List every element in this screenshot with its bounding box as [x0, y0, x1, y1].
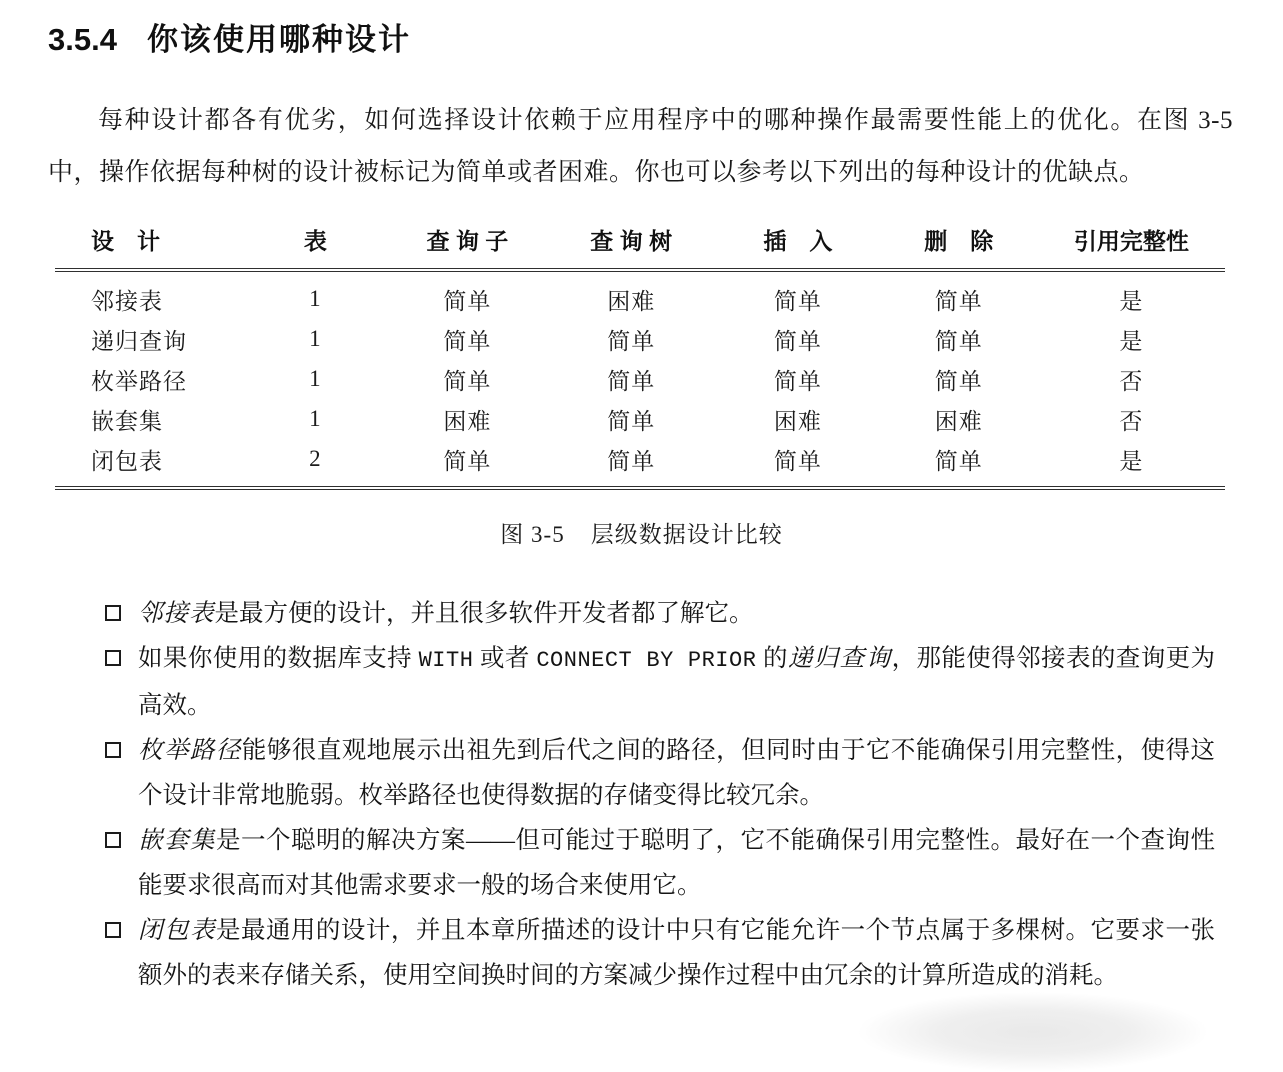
body-text: 的	[756, 645, 788, 672]
bullet-square-icon	[105, 742, 121, 758]
section-number: 3.5.4	[48, 22, 117, 57]
table-cell: 简单	[934, 368, 983, 394]
table-cell: 简单	[607, 368, 656, 394]
table-cell: 否	[1119, 408, 1144, 434]
table-row	[55, 439, 1225, 488]
bullet-square-icon	[105, 832, 121, 848]
design-notes-list	[105, 591, 1215, 998]
body-text: 是一个聪明的解决方案——但可能过于聪明了，它不能确保引用完整性。最好在一个查询性能要求很高而对其他需求要求一般的场合来使用它。	[138, 827, 1215, 899]
figure-title: 层级数据设计比较	[590, 522, 783, 547]
table-cell: 困难	[773, 408, 822, 434]
list-item	[105, 728, 1215, 818]
design-term: 闭包表	[138, 917, 216, 944]
table-header-cell: 引用完整性	[1038, 223, 1225, 270]
design-term: 嵌套集	[138, 827, 216, 854]
table-row	[55, 319, 1225, 359]
figure-caption	[0, 516, 1283, 549]
design-name-cell: 邻接表	[91, 288, 163, 314]
bullet-square-icon	[105, 605, 121, 621]
design-name-cell: 枚举路径	[91, 368, 187, 394]
body-text: 能够很直观地展示出祖先到后代之间的路径，但同时由于它不能确保引用完整性，使得这个设计非常地脆弱。枚举路径也使得数据的存储变得比较冗余。	[138, 737, 1215, 809]
table-cell: 简单	[443, 328, 492, 354]
design-term: 邻接表	[138, 600, 215, 627]
table-cell: 简单	[773, 448, 822, 474]
body-text: ，那能使得邻接表的查询更为高效。	[138, 645, 1216, 719]
figure-label: 图 3-5	[500, 522, 565, 547]
table-cell: 简单	[773, 368, 822, 394]
table-row	[55, 359, 1225, 399]
design-name-cell: 嵌套集	[91, 408, 163, 434]
table-header-row	[55, 223, 1225, 270]
table-header-cell: 查 询 子	[388, 223, 546, 270]
table-cell: 困难	[443, 408, 492, 434]
table-cell: 否	[1119, 368, 1144, 394]
list-item	[105, 591, 1215, 636]
table-cell: 1	[309, 366, 322, 391]
table-cell: 简单	[773, 288, 822, 314]
table-header-cell: 设 计	[55, 223, 242, 270]
table-cell: 简单	[607, 328, 656, 354]
body-text: 是最通用的设计，并且本章所描述的设计中只有它能允许一个节点属于多棵树。它要求一张额外的表来存储关系，使用空间换时间的方案减少操作过程中由冗余的计算所造成的消耗。	[138, 917, 1216, 989]
list-item	[105, 818, 1215, 908]
body-text: 是最方便的设计，并且很多软件开发者都了解它。	[214, 600, 754, 627]
design-name-cell: 递归查询	[91, 328, 187, 354]
table-cell: 简单	[934, 288, 983, 314]
table-cell: 是	[1119, 328, 1144, 354]
table-cell: 困难	[607, 288, 656, 314]
section-title: 你该使用哪种设计	[146, 22, 411, 57]
table-header-cell: 查 询 树	[546, 223, 716, 270]
table-header-cell: 删 除	[880, 223, 1038, 270]
table-cell: 1	[309, 286, 322, 311]
table-cell: 简单	[607, 408, 656, 434]
bullet-square-icon	[105, 922, 121, 938]
table-cell: 是	[1119, 448, 1144, 474]
table-cell: 2	[309, 446, 322, 471]
sql-keyword: WITH	[418, 648, 474, 673]
bullet-square-icon	[105, 650, 121, 666]
table-cell: 困难	[934, 408, 983, 434]
table-row	[55, 399, 1225, 439]
body-text: 如果你使用的数据库支持	[138, 645, 419, 672]
table-cell: 简单	[443, 288, 492, 314]
table-cell: 1	[309, 326, 322, 351]
list-item	[105, 636, 1215, 728]
table-body	[55, 270, 1225, 488]
design-term: 枚举路径	[138, 737, 242, 764]
table-cell: 简单	[607, 448, 656, 474]
table-cell: 简单	[773, 328, 822, 354]
design-comparison-table	[55, 223, 1225, 490]
table-cell: 1	[309, 406, 322, 431]
design-name-cell: 闭包表	[91, 448, 163, 474]
intro-paragraph: 每种设计都各有优劣，如何选择设计依赖于应用程序中的哪种操作最需要性能上的优化。在图 3-5 中，操作依据每种树的设计被标记为简单或者困难。你也可以参考以下列出的每种设计的优缺点。	[48, 107, 1233, 186]
design-term: 递归查询	[787, 645, 892, 672]
sql-keyword: CONNECT BY PRIOR	[536, 648, 757, 673]
scan-artifact-blob	[858, 992, 1208, 1072]
table-row	[55, 270, 1225, 319]
table-cell: 简单	[443, 448, 492, 474]
table-cell: 简单	[934, 328, 983, 354]
list-item	[105, 908, 1215, 998]
body-text: 或者	[473, 645, 537, 672]
table-header-cell: 表	[242, 223, 388, 270]
section-heading	[48, 14, 1235, 59]
table-cell: 简单	[934, 448, 983, 474]
table-cell: 简单	[443, 368, 492, 394]
table-cell: 是	[1119, 288, 1144, 314]
table-header-cell: 插 入	[716, 223, 880, 270]
